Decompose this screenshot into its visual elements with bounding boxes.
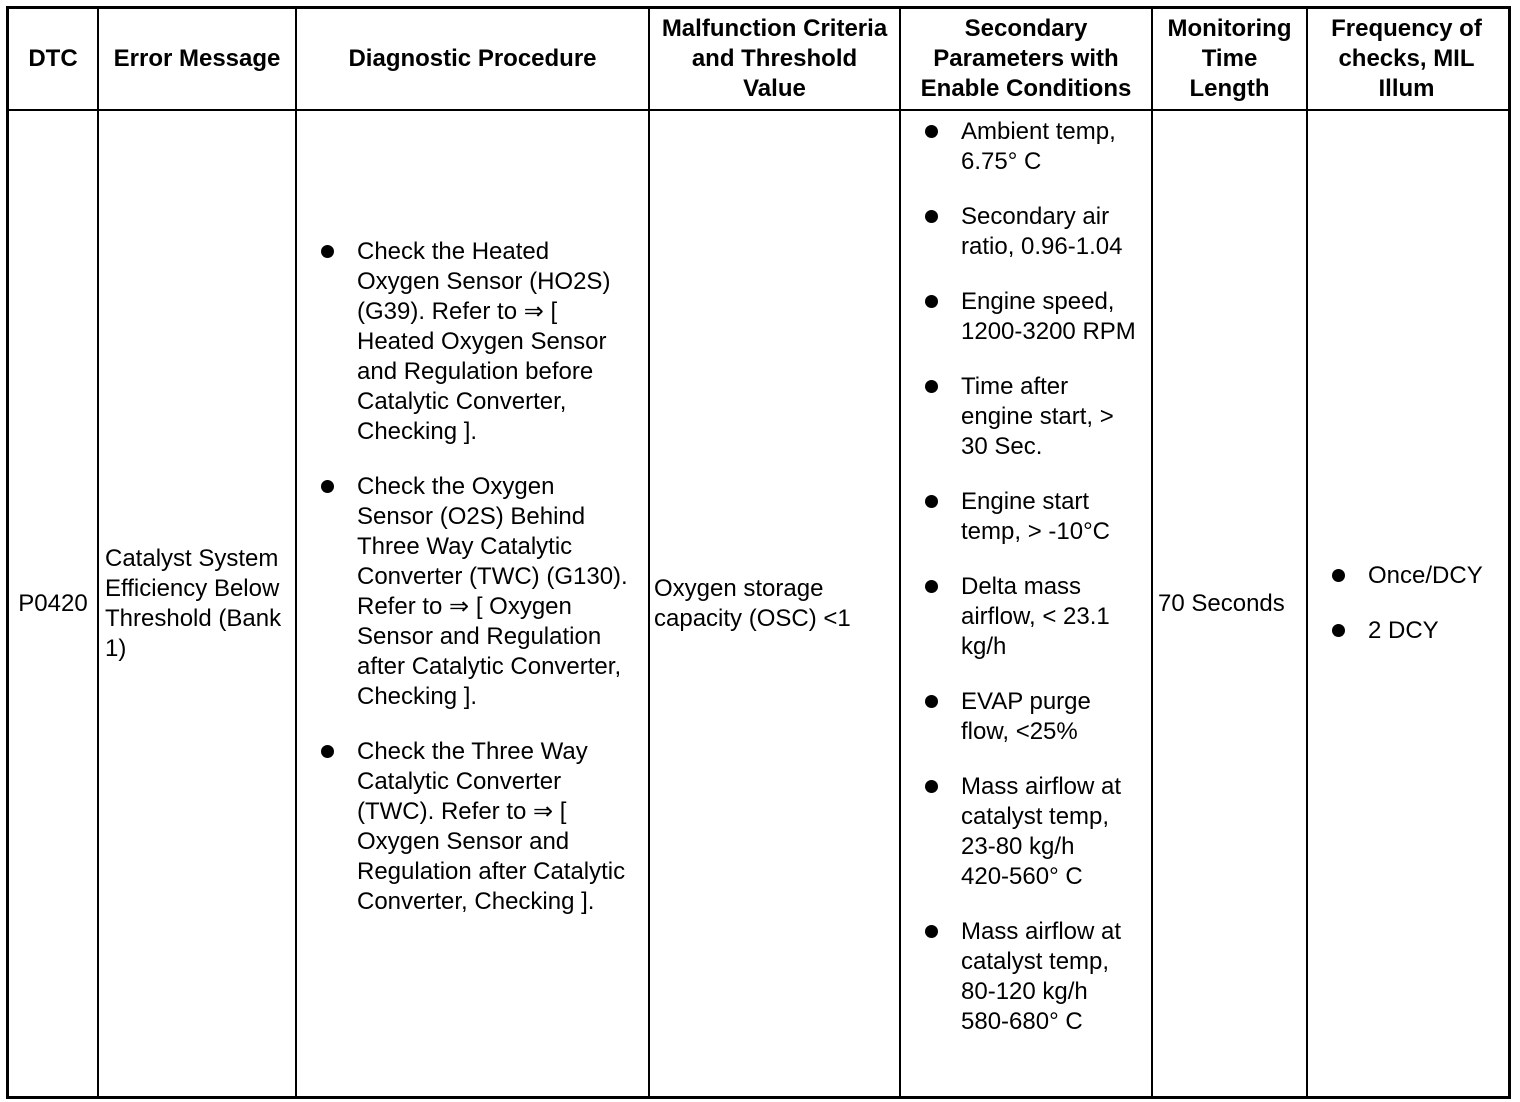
frequency-text: Once/DCY [1368,562,1483,589]
parameter-text: Time after engine start, > 30 Sec. [961,373,1114,460]
parameter-item [925,572,1151,662]
secondary-parameter-list [925,117,1151,1037]
header-monitoring-time: Monitoring Time Length [1167,15,1292,102]
parameter-text: Engine start temp, > -10°C [961,488,1110,545]
bullet-icon [1332,624,1345,637]
bullet-icon [321,245,334,258]
procedure-item [321,472,648,712]
malfunction-criteria-text: Oxygen storage capacity (OSC) <1 [654,574,851,632]
bullet-icon [925,210,938,223]
procedure-text: Check the Heated Oxygen Sensor (HO2S) (G39). Refer to ⇒ [ Heated Oxygen Sensor and Regulation before Catalytic Converter, Checking ]. [357,238,611,445]
bullet-icon [925,580,938,593]
bullet-icon [925,295,938,308]
parameter-item [925,372,1151,462]
header-diagnostic-procedure: Diagnostic Procedure [348,45,597,72]
frequency-list [1332,561,1483,646]
procedure-text: Check the Oxygen Sensor (O2S) Behind Three Way Catalytic Converter (TWC) (G130). Refer to ⇒ [ Oxygen Sensor and Regulation after Catalytic Converter, Checking ]. [357,473,628,710]
header-error-message: Error Message [113,45,281,72]
header-malfunction-criteria: Malfunction Criteria and Threshold Value [661,15,888,102]
header-frequency: Frequency of checks, MIL Illum [1331,15,1482,102]
bullet-icon [925,495,938,508]
frequency-text: 2 DCY [1368,617,1439,644]
parameter-text: EVAP purge flow, <25% [961,688,1091,745]
bullet-icon [925,780,938,793]
parameter-item [925,287,1151,347]
frequency-cell [1308,111,1505,1096]
header-dtc: DTC [28,45,78,72]
parameter-item [925,772,1151,892]
bullet-icon [1332,569,1345,582]
bullet-icon [925,925,938,938]
parameter-text: Delta mass airflow, < 23.1 kg/h [961,573,1110,660]
parameter-text: Engine speed, 1200-3200 RPM [961,288,1136,345]
procedure-text: Check the Three Way Catalytic Converter (TWC). Refer to ⇒ [ Oxygen Sensor and Regulation after Catalytic Converter, Checking ]. [357,738,626,915]
dtc-table [6,6,1511,1099]
monitoring-time-text: 70 Seconds [1158,589,1285,617]
secondary-parameters-cell [901,111,1151,1096]
bullet-icon [925,380,938,393]
parameter-text: Secondary air ratio, 0.96-1.04 [961,203,1123,260]
parameter-text: Mass airflow at catalyst temp, 23-80 kg/h 420-560° C [961,773,1122,890]
diagnostic-procedure-cell [297,111,648,1096]
procedure-list [321,237,648,917]
parameter-item [925,487,1151,547]
header-secondary-parameters: Secondary Parameters with Enable Conditions [920,15,1132,102]
frequency-item [1332,561,1483,591]
error-message-text: Catalyst System Efficiency Below Threshold (Bank 1) [105,544,282,662]
parameter-text: Ambient temp, 6.75° C [961,118,1116,175]
parameter-item [925,917,1151,1037]
dtc-cell [9,111,97,1096]
bullet-icon [321,745,334,758]
error-message-cell [99,111,295,1096]
bullet-icon [925,695,938,708]
parameter-item [925,202,1151,262]
malfunction-criteria-cell [650,111,899,1096]
dtc-code: P0420 [18,589,88,617]
parameter-text: Mass airflow at catalyst temp, 80-120 kg/h 580-680° C [961,918,1122,1035]
monitoring-time-cell [1153,111,1306,1096]
parameter-item [925,687,1151,747]
procedure-item [321,237,648,447]
bullet-icon [321,480,334,493]
parameter-item [925,117,1151,177]
procedure-item [321,737,648,917]
bullet-icon [925,125,938,138]
frequency-item [1332,616,1483,646]
